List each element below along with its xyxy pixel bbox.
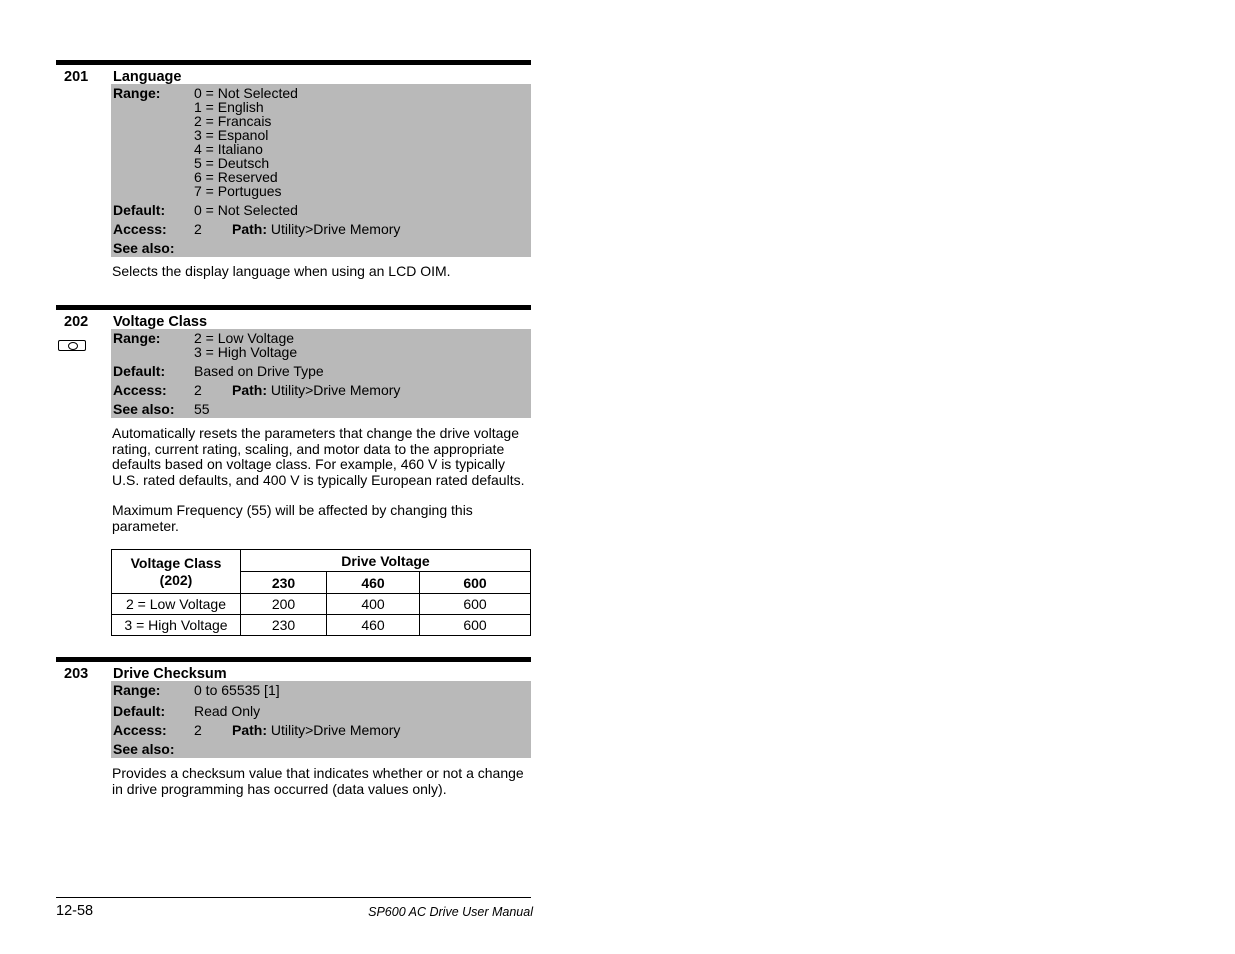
path-label: Path: [232, 382, 267, 398]
range-item: 1 = English [194, 99, 264, 115]
table-cell: 2 = Low Voltage [112, 594, 241, 615]
default-label: Default: [113, 363, 166, 379]
param-header [56, 310, 531, 329]
param-name: Voltage Class [113, 314, 208, 330]
param-202 [56, 305, 531, 534]
param-info-box [111, 329, 531, 418]
param-number: 201 [64, 69, 89, 85]
range-values [194, 331, 531, 359]
access-value: 2 [194, 221, 202, 237]
param-description: Automatically resets the parameters that change the drive voltage rating, current rating, scaling, and motor data to the appropriate defaults based on voltage class. For example, 460 V is typically U.S. rated defaults, and 400 V is typically European rated defaults. Maximum Frequency (55) will be affected by changing this parameter. [112, 425, 525, 534]
range-item: 0 to 65535 [1] [194, 682, 280, 698]
range-item: 6 = Reserved [194, 169, 278, 185]
see-also-value: 55 [194, 401, 210, 417]
access-value: 2 [194, 382, 202, 398]
param-name: Drive Checksum [113, 666, 227, 682]
range-item: 2 = Low Voltage [194, 330, 295, 346]
see-also-label: See also: [113, 240, 175, 256]
see-also-value [194, 742, 531, 756]
default-value: Read Only [194, 703, 261, 719]
path-value: Utility>Drive Memory [270, 221, 401, 237]
range-values [194, 683, 531, 697]
see-also-value [194, 241, 531, 255]
footer-rule [56, 897, 531, 898]
see-also-label: See also: [113, 401, 175, 417]
path-value: Utility>Drive Memory [270, 382, 401, 398]
table-cell: 400 [327, 594, 420, 615]
path-value: Utility>Drive Memory [270, 722, 401, 738]
range-label: Range: [113, 330, 161, 346]
param-description: Selects the display language when using an LCD OIM. [112, 263, 451, 279]
range-item: 4 = Italiano [194, 141, 263, 157]
range-item: 5 = Deutsch [194, 155, 270, 171]
table-header-drive-voltage: Drive Voltage [241, 550, 531, 572]
param-number: 203 [64, 666, 89, 682]
see-also-label: See also: [113, 741, 175, 757]
range-label: Range: [113, 85, 161, 101]
table-cell: 200 [241, 594, 327, 615]
param-name: Language [113, 69, 182, 85]
param-header [56, 662, 531, 681]
range-item: 7 = Portugues [194, 183, 282, 199]
range-item: 2 = Francais [194, 113, 272, 129]
manual-title: SP600 AC Drive User Manual [368, 905, 533, 919]
access-label: Access: [113, 382, 167, 398]
range-item: 0 = Not Selected [194, 85, 298, 101]
param-201 [56, 60, 531, 280]
page-number: 12-58 [56, 903, 94, 919]
param-info-box [111, 84, 531, 257]
param-number: 202 [64, 314, 89, 330]
access-label: Access: [113, 722, 167, 738]
path-label: Path: [232, 221, 267, 237]
table-header-voltage: 460 [327, 572, 420, 594]
range-item: 3 = Espanol [194, 127, 269, 143]
default-label: Default: [113, 703, 166, 719]
table-header-voltage: 600 [420, 572, 531, 594]
default-label: Default: [113, 202, 166, 218]
voltage-class-table [111, 549, 531, 636]
table-cell: 3 = High Voltage [112, 615, 241, 636]
table-header-voltage: 230 [241, 572, 327, 594]
access-label: Access: [113, 221, 167, 237]
table-cell: 460 [327, 615, 420, 636]
table-row [112, 594, 531, 615]
param-header [56, 65, 531, 84]
param-info-box [111, 681, 531, 758]
table-cell: 230 [241, 615, 327, 636]
table-cell: 600 [420, 594, 531, 615]
table-row [112, 615, 531, 636]
lock-icon [58, 340, 86, 351]
default-value: Based on Drive Type [194, 363, 324, 379]
param-description: Provides a checksum value that indicates whether or not a change in drive programming has occurred (data values only). [112, 765, 524, 797]
table-header-voltage-class: Voltage Class (202) [112, 550, 241, 594]
range-label: Range: [113, 682, 161, 698]
path-label: Path: [232, 722, 267, 738]
range-item: 3 = High Voltage [194, 344, 298, 360]
param-203 [56, 657, 531, 797]
table-cell: 600 [420, 615, 531, 636]
default-value: 0 = Not Selected [194, 202, 298, 218]
range-values [194, 86, 531, 198]
access-value: 2 [194, 722, 202, 738]
